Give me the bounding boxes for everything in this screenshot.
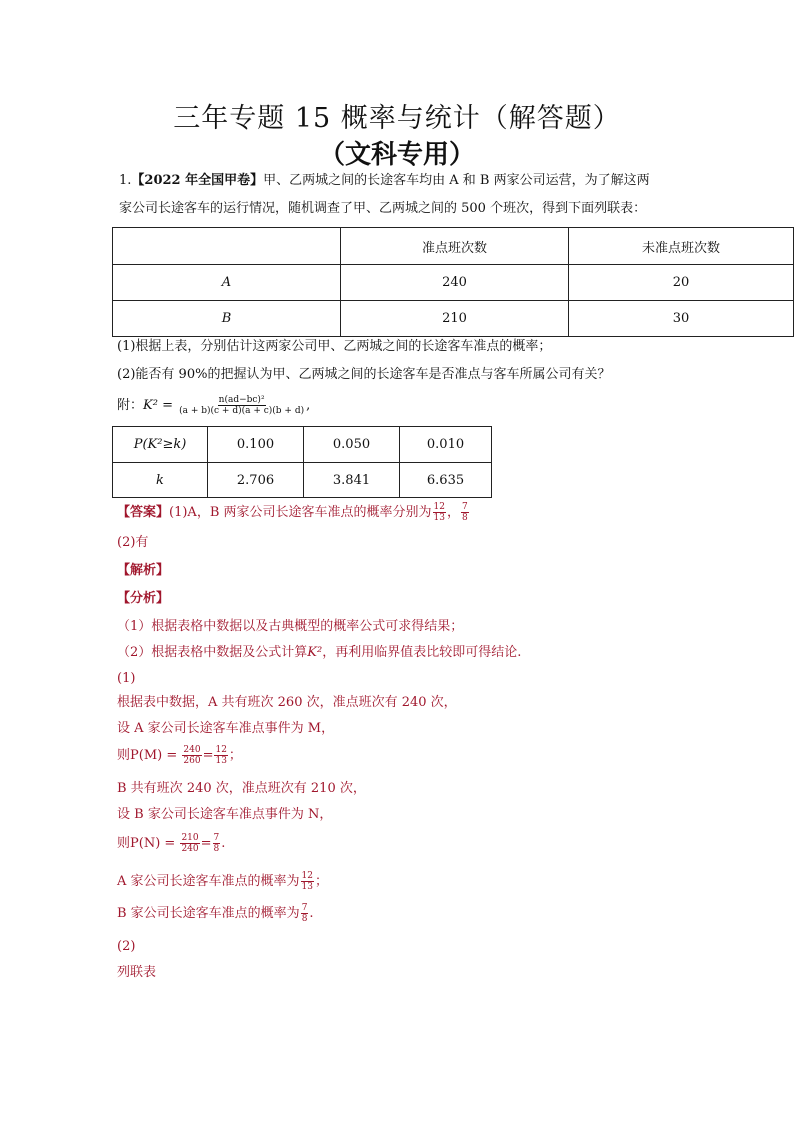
table-cell: 0.100 <box>208 427 304 463</box>
analysis-step-1: （1）根据表格中数据以及古典概型的概率公式可求得结果； <box>117 619 464 634</box>
formula-fraction: $\frac{\text{n(ad−bc)²}}{(a + b)(c + d)(a + c)(b + d)}$ <box>179 395 305 416</box>
solution-line: A 家公司长途客车准点的概率为 $\frac{12}{13}$ ； <box>117 871 328 892</box>
solution-part-2-label: (2) <box>117 939 136 954</box>
answer-line-1: 【答案】(1)A，B 两家公司长途客车准点的概率分别为 $\frac{12}{13}$ ， $\frac{7}{8}$ <box>117 502 468 523</box>
question-line-2: 家公司长途客车的运行情况，随机调查了甲、乙两城之间的 500 个班次，得到下面列联表： <box>119 201 647 216</box>
appendix-label: 附： <box>117 398 144 413</box>
table-row <box>113 301 794 337</box>
page-title: 三年专题 15 概率与统计（解答题） <box>173 103 621 134</box>
solution-line: 则P(M) = $\frac{240}{260}$ = $\frac{12}{13}$ ； <box>117 745 242 766</box>
solution-line: 根据表中数据，A 共有班次 260 次，准点班次有 240 次， <box>117 695 457 710</box>
page-subtitle: （文科专用） <box>318 140 475 170</box>
table-cell <box>113 228 341 265</box>
critical-value-table <box>112 426 492 498</box>
table-header-row <box>113 228 794 265</box>
table-row <box>113 427 492 463</box>
table-row <box>113 265 794 301</box>
table-row <box>113 463 492 498</box>
table-cell: 准点班次数 <box>341 228 569 265</box>
solution-line: 设 B 家公司长途客车准点事件为 N， <box>117 807 333 822</box>
solution-line: 列联表 <box>117 965 157 980</box>
table-cell: 2.706 <box>208 463 304 498</box>
question-source: 【2022 年全国甲卷】 <box>131 173 264 188</box>
solution-line: B 家公司长途客车准点的概率为 $\frac{7}{8}$ . <box>117 903 314 924</box>
table-cell: 3.841 <box>304 463 400 498</box>
table-cell: A <box>113 265 341 301</box>
solution-line: 则P(N) = $\frac{210}{240}$ = $\frac{7}{8}$ . <box>117 833 226 854</box>
answer-label: 【答案】 <box>117 505 170 520</box>
table-cell: 20 <box>569 265 794 301</box>
question-text-1: 甲、乙两城之间的长途客车均由 A 和 B 两家公司运营，为了解这两 <box>263 173 650 188</box>
table-cell: 210 <box>341 301 569 337</box>
solution-line: B 共有班次 240 次，准点班次有 210 次， <box>117 781 366 796</box>
table-cell: 0.010 <box>400 427 492 463</box>
table-cell: 6.635 <box>400 463 492 498</box>
table-cell: k <box>113 463 208 498</box>
question-number: 1. <box>119 173 132 188</box>
question-line-1 <box>119 172 650 190</box>
part-1-question: (1)根据上表，分别估计这两家公司甲、乙两城之间的长途客车准点的概率； <box>117 339 552 354</box>
table-cell: 0.050 <box>304 427 400 463</box>
part-2-question: (2)能否有 90%的把握认为甲、乙两城之间的长途客车是否准点与客车所属公司有关？ <box>117 367 611 382</box>
table-cell: B <box>113 301 341 337</box>
solution-line: 设 A 家公司长途客车准点事件为 M， <box>117 721 335 736</box>
table-cell: P(K²≥k) <box>113 427 208 463</box>
solution-part-1-label: (1) <box>117 671 136 686</box>
answer-line-2: (2)有 <box>117 535 149 550</box>
table-cell: 240 <box>341 265 569 301</box>
contingency-table <box>112 227 794 337</box>
formula-lhs: K² = <box>143 398 173 413</box>
analysis-label: 【解析】 <box>117 563 170 578</box>
appendix-formula: 附：K² = $\frac{\text{n(ad−bc)²}}{(a + b)(c + d)(a + c)(b + d)}$ , <box>117 395 311 416</box>
table-cell: 未准点班次数 <box>569 228 794 265</box>
analysis-step-2: （2）根据表格中数据及公式计算K²，再利用临界值表比较即可得结论. <box>117 645 522 660</box>
analysis-sub-label: 【分析】 <box>117 591 170 606</box>
table-cell: 30 <box>569 301 794 337</box>
